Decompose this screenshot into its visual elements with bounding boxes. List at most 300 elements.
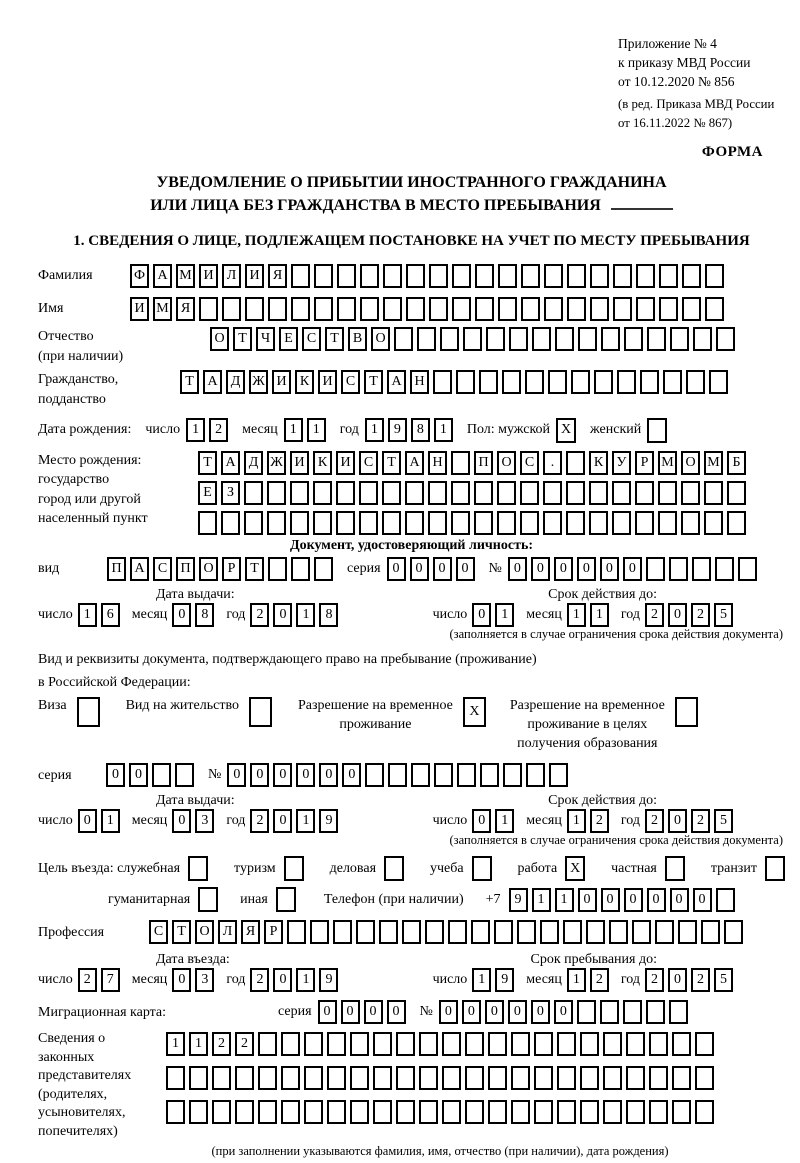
char-cell[interactable]: 9 xyxy=(388,418,407,442)
char-cell[interactable] xyxy=(589,481,608,505)
char-cell[interactable]: 1 xyxy=(567,809,586,833)
char-cell[interactable]: 0 xyxy=(364,1000,383,1024)
char-cell[interactable] xyxy=(304,1100,323,1124)
char-cell[interactable] xyxy=(166,1066,185,1090)
char-cell[interactable]: 1 xyxy=(567,603,586,627)
char-cell[interactable]: 1 xyxy=(284,418,303,442)
char-cell[interactable] xyxy=(314,297,333,321)
char-cell[interactable] xyxy=(198,511,217,535)
char-cell[interactable] xyxy=(498,297,517,321)
char-cell[interactable]: И xyxy=(318,370,337,394)
char-cell[interactable]: 0 xyxy=(296,763,315,787)
char-cell[interactable] xyxy=(333,920,352,944)
char-cell[interactable]: 0 xyxy=(462,1000,481,1024)
char-cell[interactable]: О xyxy=(497,451,516,475)
char-cell[interactable]: О xyxy=(199,557,218,581)
char-cell[interactable] xyxy=(396,1066,415,1090)
char-cell[interactable]: 1 xyxy=(472,968,491,992)
char-cell[interactable]: 0 xyxy=(439,1000,458,1024)
char-cell[interactable] xyxy=(405,511,424,535)
char-cell[interactable]: К xyxy=(313,451,332,475)
temp-permit-checkbox[interactable]: X xyxy=(463,697,486,727)
char-cell[interactable] xyxy=(603,1032,622,1056)
char-cell[interactable] xyxy=(580,1066,599,1090)
char-cell[interactable] xyxy=(488,1100,507,1124)
char-cell[interactable] xyxy=(609,920,628,944)
visa-checkbox[interactable] xyxy=(77,697,100,727)
char-cell[interactable]: Р xyxy=(635,451,654,475)
char-cell[interactable] xyxy=(429,297,448,321)
char-cell[interactable] xyxy=(635,481,654,505)
char-cell[interactable] xyxy=(709,370,728,394)
purpose-study-checkbox[interactable] xyxy=(472,856,492,881)
char-cell[interactable] xyxy=(521,297,540,321)
char-cell[interactable] xyxy=(212,1100,231,1124)
char-cell[interactable] xyxy=(465,1100,484,1124)
char-cell[interactable] xyxy=(521,264,540,288)
char-cell[interactable] xyxy=(337,264,356,288)
char-cell[interactable]: З xyxy=(221,481,240,505)
char-cell[interactable]: П xyxy=(107,557,126,581)
char-cell[interactable]: 0 xyxy=(273,968,292,992)
char-cell[interactable]: 3 xyxy=(195,809,214,833)
temp-permit-edu-checkbox[interactable] xyxy=(675,697,698,727)
char-cell[interactable] xyxy=(314,264,333,288)
char-cell[interactable] xyxy=(471,920,490,944)
char-cell[interactable] xyxy=(406,264,425,288)
char-cell[interactable] xyxy=(291,264,310,288)
char-cell[interactable] xyxy=(544,297,563,321)
char-cell[interactable]: 2 xyxy=(590,968,609,992)
char-cell[interactable] xyxy=(534,1100,553,1124)
char-cell[interactable] xyxy=(267,481,286,505)
char-cell[interactable] xyxy=(543,511,562,535)
char-cell[interactable] xyxy=(658,511,677,535)
char-cell[interactable] xyxy=(405,481,424,505)
char-cell[interactable]: 0 xyxy=(472,603,491,627)
char-cell[interactable] xyxy=(221,511,240,535)
char-cell[interactable]: В xyxy=(348,327,367,351)
residence-permit-checkbox[interactable] xyxy=(249,697,272,727)
char-cell[interactable] xyxy=(396,1100,415,1124)
char-cell[interactable]: А xyxy=(130,557,149,581)
char-cell[interactable]: С xyxy=(302,327,321,351)
char-cell[interactable] xyxy=(475,297,494,321)
char-cell[interactable] xyxy=(457,763,476,787)
char-cell[interactable]: 1 xyxy=(101,809,120,833)
char-cell[interactable] xyxy=(388,763,407,787)
char-cell[interactable] xyxy=(503,763,522,787)
char-cell[interactable] xyxy=(419,1032,438,1056)
char-cell[interactable] xyxy=(465,1032,484,1056)
char-cell[interactable] xyxy=(411,763,430,787)
purpose-private-checkbox[interactable] xyxy=(665,856,685,881)
char-cell[interactable]: 7 xyxy=(101,968,120,992)
char-cell[interactable]: 0 xyxy=(601,888,620,912)
char-cell[interactable] xyxy=(669,557,688,581)
char-cell[interactable] xyxy=(189,1100,208,1124)
char-cell[interactable]: 0 xyxy=(250,763,269,787)
char-cell[interactable]: 0 xyxy=(623,557,642,581)
char-cell[interactable] xyxy=(557,1100,576,1124)
char-cell[interactable]: 0 xyxy=(456,557,475,581)
char-cell[interactable] xyxy=(557,1032,576,1056)
char-cell[interactable] xyxy=(693,327,712,351)
char-cell[interactable] xyxy=(672,1032,691,1056)
char-cell[interactable]: 1 xyxy=(567,968,586,992)
char-cell[interactable] xyxy=(442,1066,461,1090)
char-cell[interactable] xyxy=(603,1066,622,1090)
char-cell[interactable]: И xyxy=(199,264,218,288)
char-cell[interactable] xyxy=(511,1066,530,1090)
char-cell[interactable] xyxy=(310,920,329,944)
char-cell[interactable] xyxy=(509,327,528,351)
char-cell[interactable]: 0 xyxy=(227,763,246,787)
char-cell[interactable] xyxy=(672,1100,691,1124)
char-cell[interactable]: К xyxy=(589,451,608,475)
char-cell[interactable] xyxy=(626,1066,645,1090)
char-cell[interactable]: 0 xyxy=(668,968,687,992)
char-cell[interactable] xyxy=(682,264,701,288)
char-cell[interactable] xyxy=(304,1032,323,1056)
char-cell[interactable] xyxy=(428,511,447,535)
purpose-official-checkbox[interactable] xyxy=(188,856,208,881)
char-cell[interactable] xyxy=(359,511,378,535)
char-cell[interactable] xyxy=(235,1066,254,1090)
char-cell[interactable]: 8 xyxy=(195,603,214,627)
char-cell[interactable] xyxy=(281,1032,300,1056)
char-cell[interactable]: 2 xyxy=(209,418,228,442)
char-cell[interactable]: Б xyxy=(727,451,746,475)
char-cell[interactable]: И xyxy=(245,264,264,288)
char-cell[interactable] xyxy=(465,1066,484,1090)
char-cell[interactable]: Т xyxy=(245,557,264,581)
char-cell[interactable] xyxy=(557,1066,576,1090)
char-cell[interactable]: 0 xyxy=(273,603,292,627)
char-cell[interactable]: М xyxy=(658,451,677,475)
char-cell[interactable] xyxy=(175,763,194,787)
char-cell[interactable] xyxy=(244,511,263,535)
char-cell[interactable] xyxy=(586,920,605,944)
char-cell[interactable] xyxy=(511,1032,530,1056)
char-cell[interactable] xyxy=(350,1100,369,1124)
char-cell[interactable]: 0 xyxy=(485,1000,504,1024)
char-cell[interactable]: И xyxy=(272,370,291,394)
char-cell[interactable] xyxy=(373,1066,392,1090)
char-cell[interactable] xyxy=(498,264,517,288)
char-cell[interactable] xyxy=(189,1066,208,1090)
char-cell[interactable]: 2 xyxy=(250,968,269,992)
char-cell[interactable] xyxy=(534,1032,553,1056)
purpose-business-checkbox[interactable] xyxy=(384,856,404,881)
char-cell[interactable]: 8 xyxy=(411,418,430,442)
char-cell[interactable]: 1 xyxy=(78,603,97,627)
char-cell[interactable] xyxy=(613,264,632,288)
char-cell[interactable] xyxy=(566,481,585,505)
char-cell[interactable] xyxy=(681,481,700,505)
char-cell[interactable] xyxy=(659,264,678,288)
char-cell[interactable] xyxy=(425,920,444,944)
char-cell[interactable] xyxy=(442,1100,461,1124)
char-cell[interactable] xyxy=(544,264,563,288)
char-cell[interactable] xyxy=(406,297,425,321)
char-cell[interactable]: П xyxy=(176,557,195,581)
char-cell[interactable]: 0 xyxy=(577,557,596,581)
char-cell[interactable]: 9 xyxy=(319,968,338,992)
female-checkbox[interactable] xyxy=(647,418,667,443)
char-cell[interactable] xyxy=(327,1066,346,1090)
char-cell[interactable]: 1 xyxy=(532,888,551,912)
char-cell[interactable]: 0 xyxy=(668,603,687,627)
char-cell[interactable]: У xyxy=(612,451,631,475)
char-cell[interactable]: 2 xyxy=(212,1032,231,1056)
char-cell[interactable] xyxy=(704,511,723,535)
char-cell[interactable]: 1 xyxy=(495,603,514,627)
char-cell[interactable] xyxy=(474,511,493,535)
char-cell[interactable]: С xyxy=(341,370,360,394)
char-cell[interactable] xyxy=(417,327,436,351)
char-cell[interactable] xyxy=(428,481,447,505)
char-cell[interactable] xyxy=(452,264,471,288)
char-cell[interactable] xyxy=(695,1100,714,1124)
char-cell[interactable]: И xyxy=(290,451,309,475)
char-cell[interactable] xyxy=(222,297,241,321)
char-cell[interactable] xyxy=(594,370,613,394)
char-cell[interactable] xyxy=(548,370,567,394)
char-cell[interactable] xyxy=(451,481,470,505)
char-cell[interactable] xyxy=(245,297,264,321)
char-cell[interactable] xyxy=(655,920,674,944)
char-cell[interactable] xyxy=(383,297,402,321)
char-cell[interactable]: 0 xyxy=(668,809,687,833)
char-cell[interactable]: 0 xyxy=(508,1000,527,1024)
char-cell[interactable] xyxy=(327,1100,346,1124)
char-cell[interactable]: 5 xyxy=(714,809,733,833)
char-cell[interactable] xyxy=(636,297,655,321)
char-cell[interactable]: А xyxy=(387,370,406,394)
char-cell[interactable] xyxy=(681,511,700,535)
char-cell[interactable] xyxy=(658,481,677,505)
char-cell[interactable] xyxy=(580,1032,599,1056)
char-cell[interactable] xyxy=(669,1000,688,1024)
char-cell[interactable]: Е xyxy=(198,481,217,505)
char-cell[interactable] xyxy=(451,451,470,475)
char-cell[interactable] xyxy=(705,297,724,321)
char-cell[interactable] xyxy=(488,1032,507,1056)
char-cell[interactable]: 0 xyxy=(318,1000,337,1024)
char-cell[interactable]: 9 xyxy=(319,809,338,833)
char-cell[interactable] xyxy=(520,511,539,535)
char-cell[interactable] xyxy=(419,1100,438,1124)
char-cell[interactable] xyxy=(601,327,620,351)
char-cell[interactable]: Т xyxy=(382,451,401,475)
char-cell[interactable]: А xyxy=(221,451,240,475)
char-cell[interactable] xyxy=(281,1066,300,1090)
char-cell[interactable] xyxy=(267,511,286,535)
char-cell[interactable] xyxy=(488,1066,507,1090)
char-cell[interactable] xyxy=(396,1032,415,1056)
char-cell[interactable] xyxy=(419,1066,438,1090)
char-cell[interactable] xyxy=(291,297,310,321)
char-cell[interactable] xyxy=(502,370,521,394)
char-cell[interactable] xyxy=(235,1100,254,1124)
char-cell[interactable]: Я xyxy=(241,920,260,944)
char-cell[interactable]: 0 xyxy=(554,1000,573,1024)
char-cell[interactable] xyxy=(695,1066,714,1090)
char-cell[interactable]: Н xyxy=(410,370,429,394)
char-cell[interactable]: 1 xyxy=(189,1032,208,1056)
char-cell[interactable] xyxy=(695,1032,714,1056)
char-cell[interactable]: О xyxy=(210,327,229,351)
char-cell[interactable]: Д xyxy=(244,451,263,475)
char-cell[interactable]: Т xyxy=(364,370,383,394)
char-cell[interactable]: 0 xyxy=(129,763,148,787)
char-cell[interactable] xyxy=(290,511,309,535)
char-cell[interactable] xyxy=(727,481,746,505)
char-cell[interactable]: С xyxy=(359,451,378,475)
char-cell[interactable]: Ф xyxy=(130,264,149,288)
char-cell[interactable] xyxy=(304,1066,323,1090)
char-cell[interactable]: Ж xyxy=(249,370,268,394)
char-cell[interactable] xyxy=(623,1000,642,1024)
char-cell[interactable]: А xyxy=(203,370,222,394)
char-cell[interactable]: 2 xyxy=(691,968,710,992)
char-cell[interactable]: 0 xyxy=(273,763,292,787)
char-cell[interactable] xyxy=(612,511,631,535)
char-cell[interactable]: 0 xyxy=(531,1000,550,1024)
char-cell[interactable] xyxy=(451,511,470,535)
char-cell[interactable] xyxy=(600,1000,619,1024)
char-cell[interactable]: Ж xyxy=(267,451,286,475)
char-cell[interactable]: 1 xyxy=(296,603,315,627)
char-cell[interactable] xyxy=(682,297,701,321)
char-cell[interactable] xyxy=(373,1100,392,1124)
char-cell[interactable] xyxy=(475,264,494,288)
char-cell[interactable] xyxy=(152,763,171,787)
char-cell[interactable] xyxy=(440,327,459,351)
char-cell[interactable]: 2 xyxy=(645,603,664,627)
char-cell[interactable] xyxy=(359,481,378,505)
char-cell[interactable] xyxy=(525,370,544,394)
char-cell[interactable] xyxy=(590,264,609,288)
char-cell[interactable] xyxy=(526,763,545,787)
char-cell[interactable] xyxy=(373,1032,392,1056)
char-cell[interactable]: 1 xyxy=(434,418,453,442)
char-cell[interactable] xyxy=(543,481,562,505)
char-cell[interactable]: 0 xyxy=(578,888,597,912)
char-cell[interactable]: 0 xyxy=(172,968,191,992)
char-cell[interactable] xyxy=(567,264,586,288)
char-cell[interactable] xyxy=(678,920,697,944)
char-cell[interactable]: 2 xyxy=(250,809,269,833)
char-cell[interactable]: 0 xyxy=(600,557,619,581)
char-cell[interactable]: Р xyxy=(264,920,283,944)
char-cell[interactable]: 3 xyxy=(195,968,214,992)
char-cell[interactable]: Л xyxy=(222,264,241,288)
char-cell[interactable] xyxy=(626,1032,645,1056)
char-cell[interactable]: 0 xyxy=(106,763,125,787)
char-cell[interactable] xyxy=(724,920,743,944)
char-cell[interactable] xyxy=(350,1032,369,1056)
char-cell[interactable]: 0 xyxy=(342,763,361,787)
char-cell[interactable] xyxy=(590,297,609,321)
char-cell[interactable]: 0 xyxy=(410,557,429,581)
char-cell[interactable]: М xyxy=(153,297,172,321)
char-cell[interactable] xyxy=(336,481,355,505)
char-cell[interactable]: 2 xyxy=(691,809,710,833)
char-cell[interactable]: И xyxy=(336,451,355,475)
char-cell[interactable] xyxy=(287,920,306,944)
char-cell[interactable]: 6 xyxy=(101,603,120,627)
char-cell[interactable] xyxy=(716,327,735,351)
char-cell[interactable] xyxy=(314,557,333,581)
char-cell[interactable]: Н xyxy=(428,451,447,475)
char-cell[interactable] xyxy=(268,557,287,581)
char-cell[interactable] xyxy=(452,297,471,321)
char-cell[interactable]: Д xyxy=(226,370,245,394)
char-cell[interactable]: Т xyxy=(172,920,191,944)
char-cell[interactable]: Т xyxy=(198,451,217,475)
char-cell[interactable]: 0 xyxy=(387,557,406,581)
char-cell[interactable]: А xyxy=(153,264,172,288)
char-cell[interactable]: 1 xyxy=(495,809,514,833)
char-cell[interactable] xyxy=(383,264,402,288)
char-cell[interactable] xyxy=(704,481,723,505)
char-cell[interactable] xyxy=(442,1032,461,1056)
char-cell[interactable] xyxy=(497,481,516,505)
char-cell[interactable] xyxy=(563,920,582,944)
char-cell[interactable] xyxy=(646,1000,665,1024)
char-cell[interactable]: М xyxy=(704,451,723,475)
char-cell[interactable] xyxy=(649,1032,668,1056)
char-cell[interactable]: 1 xyxy=(166,1032,185,1056)
char-cell[interactable] xyxy=(356,920,375,944)
char-cell[interactable]: 2 xyxy=(645,809,664,833)
char-cell[interactable] xyxy=(480,763,499,787)
char-cell[interactable]: . xyxy=(543,451,562,475)
char-cell[interactable] xyxy=(382,481,401,505)
char-cell[interactable] xyxy=(626,1100,645,1124)
char-cell[interactable] xyxy=(360,264,379,288)
char-cell[interactable] xyxy=(715,557,734,581)
char-cell[interactable] xyxy=(663,370,682,394)
char-cell[interactable] xyxy=(244,481,263,505)
char-cell[interactable] xyxy=(640,370,659,394)
char-cell[interactable]: О xyxy=(681,451,700,475)
char-cell[interactable] xyxy=(497,511,516,535)
char-cell[interactable] xyxy=(613,297,632,321)
purpose-work-checkbox[interactable]: X xyxy=(565,856,585,881)
char-cell[interactable] xyxy=(672,1066,691,1090)
char-cell[interactable]: Т xyxy=(233,327,252,351)
char-cell[interactable] xyxy=(166,1100,185,1124)
char-cell[interactable] xyxy=(350,1066,369,1090)
char-cell[interactable]: 2 xyxy=(235,1032,254,1056)
char-cell[interactable]: Т xyxy=(325,327,344,351)
char-cell[interactable]: 0 xyxy=(531,557,550,581)
char-cell[interactable]: А xyxy=(405,451,424,475)
char-cell[interactable]: 0 xyxy=(647,888,666,912)
char-cell[interactable]: 2 xyxy=(78,968,97,992)
char-cell[interactable] xyxy=(337,297,356,321)
char-cell[interactable]: О xyxy=(195,920,214,944)
char-cell[interactable] xyxy=(603,1100,622,1124)
char-cell[interactable] xyxy=(517,920,536,944)
char-cell[interactable]: 1 xyxy=(307,418,326,442)
char-cell[interactable]: 2 xyxy=(590,809,609,833)
char-cell[interactable] xyxy=(463,327,482,351)
char-cell[interactable] xyxy=(659,297,678,321)
